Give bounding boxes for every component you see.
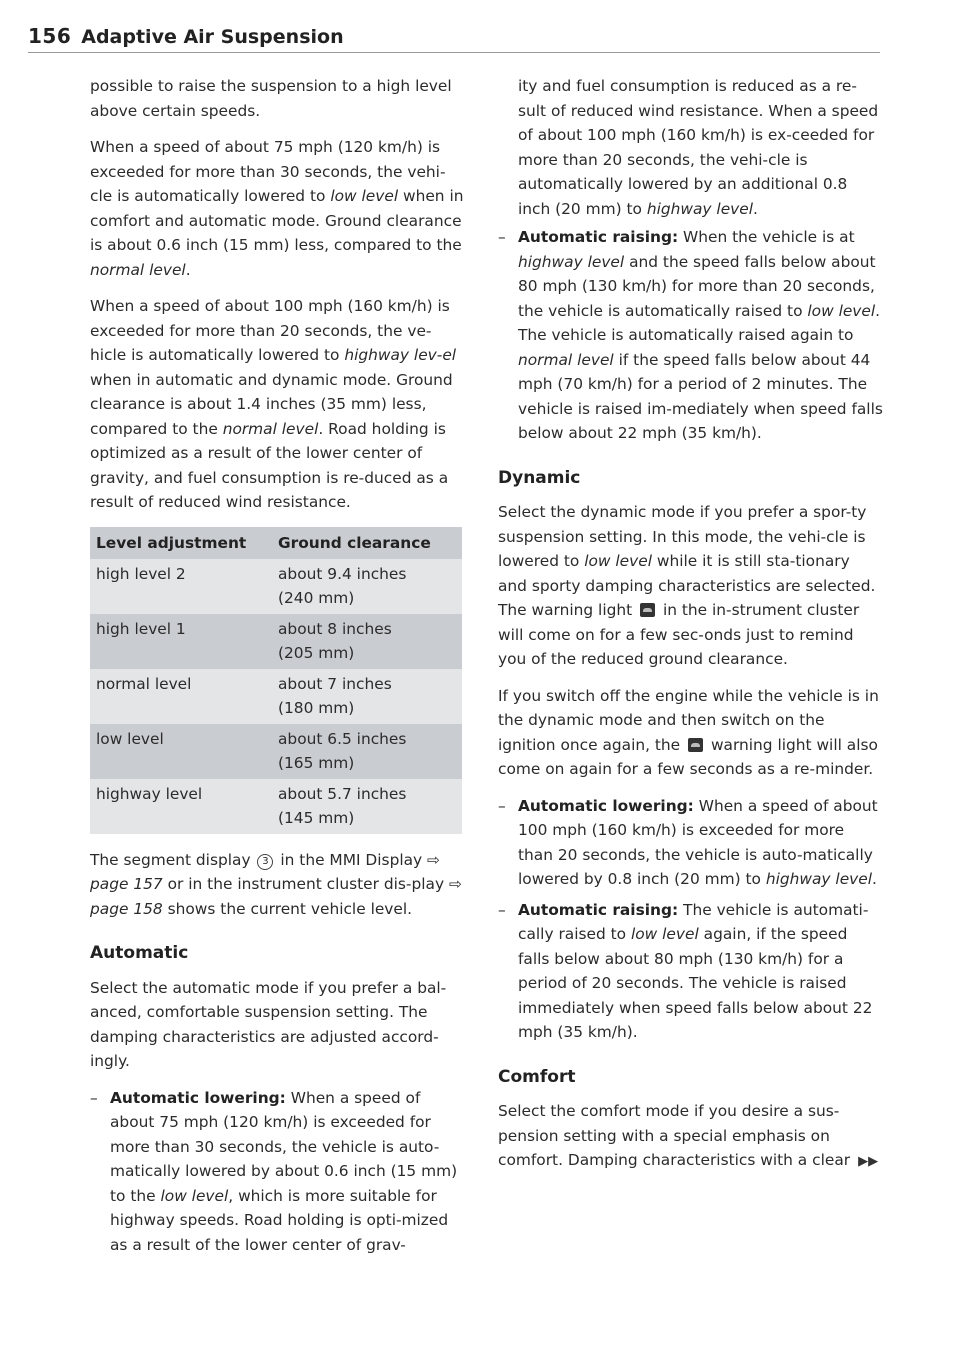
page-header <box>28 24 880 48</box>
section-heading-dynamic: Dynamic <box>498 467 581 488</box>
table-header-clearance: Ground clearance <box>272 527 462 559</box>
suspension-warning-light-icon <box>688 738 703 752</box>
list-item: – Automatic lowering: When a speed of about 75 mph (120 km/h) is exceeded for more than 30 seconds, the vehicle is auto-matically lowered by about 0.6 inch (15 mm) to the low level, which is more suitable for highway speeds. Road holding is opti-mized as a result of the lower center of grav- <box>90 1086 465 1258</box>
left-column <box>90 74 465 1263</box>
paragraph: If you switch off the engine while the vehicle is in the dynamic mode and then switch on the ignition once again, the warning light will also come on again for a few seconds as a re-minder. <box>498 686 879 778</box>
paragraph: When a speed of about 100 mph (160 km/h) is exceeded for more than 20 seconds, the ve-hicle is automatically lowered to highway lev-el when in automatic and dynamic mode. Ground clearance is about 1.4 inches (35 mm) less, compared to the normal level. Road holding is optimized as a result of the lower center of gravity, and fuel consumption is re-duced as a result of reduced wind resistance. <box>90 297 457 511</box>
page-ref-link[interactable]: ⇨ page 158 <box>90 875 462 918</box>
paragraph: Select the automatic mode if you prefer a bal-anced, comfortable suspension setting. The damping characteristics are adjusted accord-ingly. <box>90 978 447 1070</box>
list-item: – Automatic lowering: When a speed of about 100 mph (160 km/h) is exceeded for more than 20 seconds, the vehicle is auto-matically lowered by 0.8 inch (20 mm) to highway level. <box>498 794 883 892</box>
page-title: Adaptive Air Suspension <box>81 26 344 48</box>
paragraph: When a speed of about 75 mph (120 km/h) is exceeded for more than 30 seconds, the vehi-cle is automatically lowered to low level when in comfort and automatic mode. Ground clearance is about 0.6 inch (15 mm) less, compared to the normal level. <box>90 138 464 279</box>
list-item: – Automatic raising: When the vehicle is at highway level and the speed falls below about 80 mph (130 km/h) for more than 20 seconds, the vehicle is automatically raised to low level. The vehicle is automatically raised again to normal level if the speed falls below about 44 mph (70 km/h) for a period of 2 minutes. The vehicle is raised im-mediately when speed falls below about 22 mph (35 km/h). <box>498 225 883 446</box>
table-header-level: Level adjustment <box>90 527 272 559</box>
page-number: 156 <box>28 24 72 48</box>
right-column <box>498 74 883 1187</box>
section-heading-comfort: Comfort <box>498 1066 576 1087</box>
paragraph: The segment display 3 in the MMI Display ⇨ page 157 or in the instrument cluster dis-play ⇨ page 158 shows the current vehicle level. <box>90 850 462 918</box>
suspension-warning-light-icon <box>640 603 655 617</box>
table-row: normal level about 7 inches (180 mm) <box>90 669 462 724</box>
paragraph: Select the dynamic mode if you prefer a spor-ty suspension setting. In this mode, the vehi-cle is lowered to low level while it is still sta-tionary and sporty damping characteristics are selected. The warning light in the in-strument cluster will come on for a few sec-onds just to remind you of the reduced ground clearance. <box>498 503 876 668</box>
table-row: highway level about 5.7 inches (145 mm) <box>90 779 462 834</box>
list-item: – Automatic raising: The vehicle is automati-cally raised to low level again, if the speed falls below about 80 mph (130 km/h) for a period of 20 seconds. The vehicle is raised immediately when speed falls below about 22 mph (35 km/h). <box>498 898 883 1045</box>
callout-3-icon: 3 <box>257 854 273 870</box>
paragraph: possible to raise the suspension to a high level above certain speeds. <box>90 77 452 120</box>
table-row: high level 2 about 9.4 inches (240 mm) <box>90 559 462 614</box>
table-row: low level about 6.5 inches (165 mm) <box>90 724 462 779</box>
paragraph: Select the comfort mode if you desire a sus-pension setting with a special emphasis on comfort. Damping characteristics with a clear ▶▶ <box>498 1102 879 1169</box>
page-ref-link[interactable]: ⇨ page 157 <box>90 850 440 893</box>
paragraph: ity and fuel consumption is reduced as a re-sult of reduced wind resistance. When a speed of about 100 mph (160 km/h) is ex-ceeded for more than 20 seconds, the vehi-cle is automatically lowered by an additional 0.8 inch (20 mm) to highway level. <box>518 77 879 218</box>
header-rule <box>28 52 880 53</box>
section-heading-automatic: Automatic <box>90 943 189 963</box>
ground-clearance-table <box>90 527 462 834</box>
table-row: high level 1 about 8 inches (205 mm) <box>90 614 462 669</box>
continue-arrow-icon: ▶▶ <box>858 1154 879 1169</box>
